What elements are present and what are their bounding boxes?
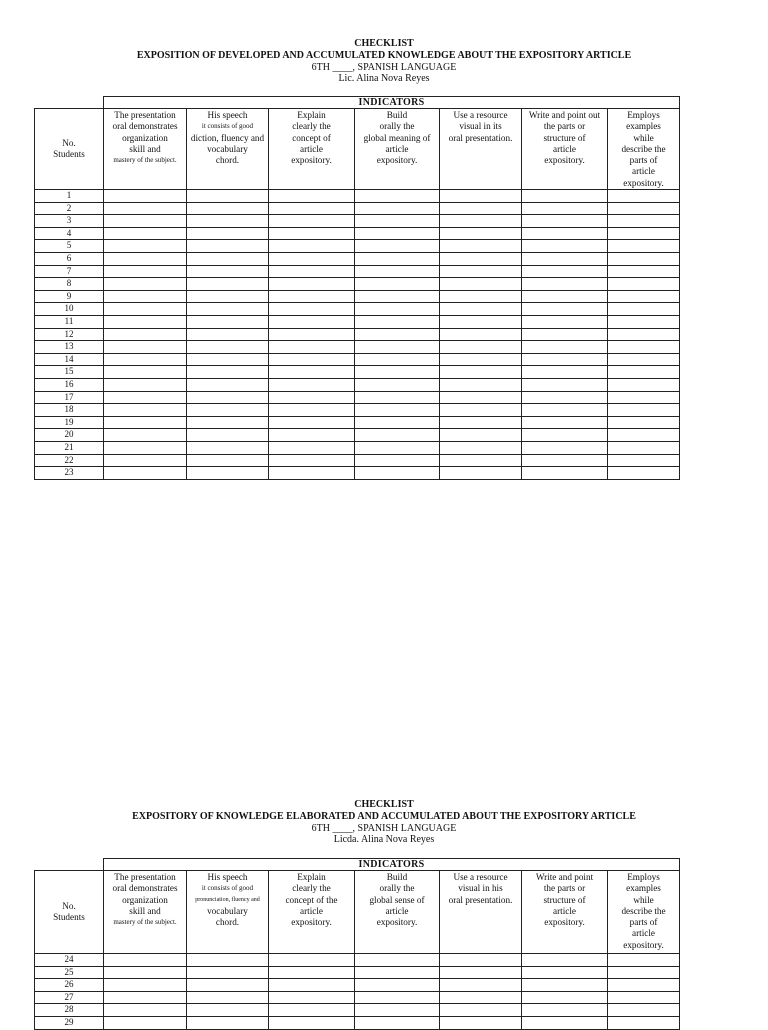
student-number: 3 bbox=[35, 215, 104, 228]
table-row bbox=[35, 341, 680, 354]
checklist-cell[interactable] bbox=[187, 391, 269, 404]
student-number: 26 bbox=[35, 979, 104, 992]
table-row bbox=[35, 441, 680, 454]
checklist-cell[interactable] bbox=[269, 353, 355, 366]
sheet1-title: CHECKLIST bbox=[354, 38, 414, 49]
checklist-cell[interactable] bbox=[608, 303, 680, 316]
checklist-cell[interactable] bbox=[187, 979, 269, 992]
checklist-cell[interactable] bbox=[187, 227, 269, 240]
sheet1-teacher: Lic. Alina Nova Reyes bbox=[338, 73, 430, 85]
checklist-cell[interactable] bbox=[440, 954, 522, 967]
checklist-cell[interactable] bbox=[355, 404, 440, 417]
table-row bbox=[35, 290, 680, 303]
student-number: 28 bbox=[35, 1004, 104, 1017]
indicator-col-2: His speech it consists of good diction, fluency and vocabulary chord. bbox=[187, 109, 269, 190]
checklist-cell[interactable] bbox=[104, 966, 187, 979]
checklist-cell[interactable] bbox=[104, 441, 187, 454]
checklist-cell[interactable] bbox=[104, 366, 187, 379]
checklist-cell[interactable] bbox=[104, 328, 187, 341]
students-label: Students bbox=[53, 912, 85, 922]
checklist-cell[interactable] bbox=[269, 454, 355, 467]
checklist-cell[interactable] bbox=[187, 454, 269, 467]
checklist-cell[interactable] bbox=[355, 341, 440, 354]
checklist-cell[interactable] bbox=[608, 366, 680, 379]
student-number: 24 bbox=[35, 954, 104, 967]
table-row bbox=[35, 429, 680, 442]
student-number: 15 bbox=[35, 366, 104, 379]
checklist-cell[interactable] bbox=[522, 416, 608, 429]
checklist-cell[interactable] bbox=[187, 404, 269, 417]
table-row bbox=[35, 991, 680, 1004]
checklist-cell[interactable] bbox=[355, 441, 440, 454]
checklist-cell[interactable] bbox=[187, 366, 269, 379]
checklist-cell[interactable] bbox=[104, 190, 187, 203]
checklist-cell[interactable] bbox=[355, 416, 440, 429]
checklist-cell[interactable] bbox=[104, 378, 187, 391]
checklist-cell[interactable] bbox=[269, 190, 355, 203]
checklist-cell[interactable] bbox=[355, 353, 440, 366]
checklist-cell[interactable] bbox=[187, 202, 269, 215]
checklist-cell[interactable] bbox=[355, 278, 440, 291]
checklist-cell[interactable] bbox=[440, 416, 522, 429]
checklist-cell[interactable] bbox=[522, 979, 608, 992]
checklist-cell[interactable] bbox=[104, 316, 187, 329]
checklist-cell[interactable] bbox=[104, 404, 187, 417]
checklist-cell[interactable] bbox=[522, 240, 608, 253]
checklist-cell[interactable] bbox=[608, 290, 680, 303]
checklist-cell[interactable] bbox=[608, 253, 680, 266]
checklist-cell[interactable] bbox=[269, 979, 355, 992]
table-row bbox=[35, 265, 680, 278]
checklist-cell[interactable] bbox=[440, 429, 522, 442]
checklist-cell[interactable] bbox=[440, 215, 522, 228]
checklist-cell[interactable] bbox=[440, 240, 522, 253]
indicator-col-2: His speech it consists of good pronunciation, fluency and vocabulary chord. bbox=[187, 871, 269, 954]
checklist-cell[interactable] bbox=[440, 303, 522, 316]
checklist-cell[interactable] bbox=[187, 341, 269, 354]
table-row bbox=[35, 954, 680, 967]
checklist-cell[interactable] bbox=[355, 253, 440, 266]
checklist-cell[interactable] bbox=[522, 202, 608, 215]
checklist-cell[interactable] bbox=[608, 265, 680, 278]
checklist-cell[interactable] bbox=[440, 316, 522, 329]
checklist-cell[interactable] bbox=[522, 391, 608, 404]
checklist-cell[interactable] bbox=[269, 278, 355, 291]
checklist-cell[interactable] bbox=[440, 278, 522, 291]
checklist-cell[interactable] bbox=[522, 328, 608, 341]
checklist-cell[interactable] bbox=[522, 454, 608, 467]
checklist-cell[interactable] bbox=[440, 253, 522, 266]
checklist-cell[interactable] bbox=[187, 1016, 269, 1029]
checklist-cell[interactable] bbox=[187, 316, 269, 329]
student-number: 5 bbox=[35, 240, 104, 253]
checklist-cell[interactable] bbox=[355, 391, 440, 404]
checklist-cell[interactable] bbox=[187, 265, 269, 278]
checklist-cell[interactable] bbox=[269, 265, 355, 278]
checklist-cell[interactable] bbox=[187, 441, 269, 454]
sheet2-teacher: Licda. Alina Nova Reyes bbox=[333, 834, 435, 846]
checklist-cell[interactable] bbox=[104, 303, 187, 316]
table-row bbox=[35, 366, 680, 379]
checklist-cell[interactable] bbox=[440, 454, 522, 467]
student-number: 27 bbox=[35, 991, 104, 1004]
checklist-cell[interactable] bbox=[608, 454, 680, 467]
checklist-cell[interactable] bbox=[269, 202, 355, 215]
checklist-cell[interactable] bbox=[269, 253, 355, 266]
checklist-cell[interactable] bbox=[104, 253, 187, 266]
student-number: 2 bbox=[35, 202, 104, 215]
checklist-cell[interactable] bbox=[522, 341, 608, 354]
checklist-cell[interactable] bbox=[440, 1016, 522, 1029]
checklist-cell[interactable] bbox=[269, 215, 355, 228]
blank-corner bbox=[35, 859, 104, 871]
checklist-cell[interactable] bbox=[187, 290, 269, 303]
checklist-cell[interactable] bbox=[440, 467, 522, 480]
checklist-cell[interactable] bbox=[104, 454, 187, 467]
checklist-cell[interactable] bbox=[355, 991, 440, 1004]
checklist-cell[interactable] bbox=[187, 190, 269, 203]
checklist-cell[interactable] bbox=[269, 366, 355, 379]
table-row bbox=[35, 328, 680, 341]
checklist-cell[interactable] bbox=[440, 1004, 522, 1017]
checklist-cell[interactable] bbox=[440, 966, 522, 979]
checklist-cell[interactable] bbox=[355, 366, 440, 379]
checklist-cell[interactable] bbox=[269, 1004, 355, 1017]
checklist-cell[interactable] bbox=[522, 353, 608, 366]
checklist-cell[interactable] bbox=[355, 1016, 440, 1029]
indicator-col-3: Explain clearly the concept of the article expository. bbox=[269, 871, 355, 954]
table-row bbox=[35, 190, 680, 203]
checklist-cell[interactable] bbox=[440, 366, 522, 379]
indicator-col-6: Write and point out the parts or structure of article expository. bbox=[522, 109, 608, 190]
checklist-cell[interactable] bbox=[269, 467, 355, 480]
sheet1-checklist-table bbox=[34, 96, 680, 480]
checklist-cell[interactable] bbox=[104, 467, 187, 480]
table-row bbox=[35, 240, 680, 253]
checklist-cell[interactable] bbox=[187, 429, 269, 442]
student-number: 14 bbox=[35, 353, 104, 366]
checklist-cell[interactable] bbox=[104, 416, 187, 429]
checklist-cell[interactable] bbox=[104, 1016, 187, 1029]
sheet1-grade: 6TH ____, SPANISH LANGUAGE bbox=[311, 61, 457, 73]
checklist-cell[interactable] bbox=[104, 391, 187, 404]
indicators-header: INDICATORS bbox=[104, 97, 680, 109]
indicator-col-4: Build orally the global sense of article expository. bbox=[355, 871, 440, 954]
checklist-cell[interactable] bbox=[104, 353, 187, 366]
checklist-cell[interactable] bbox=[104, 341, 187, 354]
checklist-cell[interactable] bbox=[355, 1004, 440, 1017]
checklist-cell[interactable] bbox=[440, 391, 522, 404]
checklist-cell[interactable] bbox=[187, 1004, 269, 1017]
no-students-header bbox=[35, 871, 104, 954]
checklist-cell[interactable] bbox=[355, 954, 440, 967]
indicator-col-7: Employs examples while describe the parts of article expository. bbox=[608, 871, 680, 954]
checklist-cell[interactable] bbox=[104, 227, 187, 240]
checklist-cell[interactable] bbox=[608, 202, 680, 215]
checklist-cell[interactable] bbox=[269, 316, 355, 329]
student-number: 10 bbox=[35, 303, 104, 316]
checklist-cell[interactable] bbox=[104, 265, 187, 278]
table-row bbox=[35, 1016, 680, 1029]
checklist-cell[interactable] bbox=[187, 278, 269, 291]
checklist-cell[interactable] bbox=[355, 202, 440, 215]
table-row bbox=[35, 1004, 680, 1017]
checklist-cell[interactable] bbox=[187, 328, 269, 341]
table-row bbox=[35, 467, 680, 480]
blank-corner bbox=[35, 97, 104, 109]
student-number: 8 bbox=[35, 278, 104, 291]
table-row bbox=[35, 404, 680, 417]
checklist-cell[interactable] bbox=[355, 429, 440, 442]
checklist-cell[interactable] bbox=[187, 416, 269, 429]
checklist-cell[interactable] bbox=[522, 303, 608, 316]
checklist-cell[interactable] bbox=[355, 316, 440, 329]
indicator-col-3: Explain clearly the concept of article expository. bbox=[269, 109, 355, 190]
checklist-cell[interactable] bbox=[608, 341, 680, 354]
checklist-cell[interactable] bbox=[355, 966, 440, 979]
checklist-cell[interactable] bbox=[608, 215, 680, 228]
checklist-cell[interactable] bbox=[440, 979, 522, 992]
checklist-cell[interactable] bbox=[522, 966, 608, 979]
checklist-cell[interactable] bbox=[355, 190, 440, 203]
checklist-cell[interactable] bbox=[269, 227, 355, 240]
student-number: 12 bbox=[35, 328, 104, 341]
checklist-cell[interactable] bbox=[187, 303, 269, 316]
table-row bbox=[35, 202, 680, 215]
sheet1-header bbox=[0, 38, 768, 85]
checklist-cell[interactable] bbox=[608, 278, 680, 291]
checklist-cell[interactable] bbox=[269, 240, 355, 253]
checklist-cell[interactable] bbox=[608, 240, 680, 253]
checklist-cell[interactable] bbox=[269, 378, 355, 391]
checklist-cell[interactable] bbox=[104, 429, 187, 442]
checklist-cell[interactable] bbox=[440, 290, 522, 303]
checklist-cell[interactable] bbox=[522, 1004, 608, 1017]
checklist-cell[interactable] bbox=[608, 190, 680, 203]
checklist-cell[interactable] bbox=[522, 278, 608, 291]
checklist-cell[interactable] bbox=[440, 991, 522, 1004]
sheet2-header bbox=[0, 799, 768, 846]
table-row bbox=[35, 416, 680, 429]
checklist-cell[interactable] bbox=[608, 979, 680, 992]
checklist-cell[interactable] bbox=[269, 341, 355, 354]
checklist-cell[interactable] bbox=[187, 353, 269, 366]
sheet2-title: CHECKLIST bbox=[354, 799, 414, 810]
table-row bbox=[35, 454, 680, 467]
checklist-cell[interactable] bbox=[355, 378, 440, 391]
student-number: 13 bbox=[35, 341, 104, 354]
checklist-cell[interactable] bbox=[269, 290, 355, 303]
checklist-cell[interactable] bbox=[104, 240, 187, 253]
checklist-cell[interactable] bbox=[355, 240, 440, 253]
checklist-cell[interactable] bbox=[104, 202, 187, 215]
table-row bbox=[35, 966, 680, 979]
checklist-cell[interactable] bbox=[440, 378, 522, 391]
checklist-cell[interactable] bbox=[608, 404, 680, 417]
student-number: 21 bbox=[35, 441, 104, 454]
checklist-cell[interactable] bbox=[187, 240, 269, 253]
checklist-cell[interactable] bbox=[355, 265, 440, 278]
checklist-cell[interactable] bbox=[355, 454, 440, 467]
table-row bbox=[35, 316, 680, 329]
checklist-cell[interactable] bbox=[355, 290, 440, 303]
checklist-cell[interactable] bbox=[269, 966, 355, 979]
checklist-cell[interactable] bbox=[522, 227, 608, 240]
checklist-cell[interactable] bbox=[522, 190, 608, 203]
table-row bbox=[35, 253, 680, 266]
indicators-header: INDICATORS bbox=[104, 859, 680, 871]
checklist-cell[interactable] bbox=[269, 954, 355, 967]
checklist-cell[interactable] bbox=[608, 391, 680, 404]
checklist-cell[interactable] bbox=[269, 429, 355, 442]
checklist-cell[interactable] bbox=[104, 991, 187, 1004]
indicator-col-1: The presentation oral demonstrates organization skill and mastery of the subject. bbox=[104, 871, 187, 954]
checklist-cell[interactable] bbox=[355, 215, 440, 228]
checklist-cell[interactable] bbox=[269, 1016, 355, 1029]
student-number: 17 bbox=[35, 391, 104, 404]
table-row bbox=[35, 353, 680, 366]
checklist-cell[interactable] bbox=[522, 1016, 608, 1029]
student-number: 19 bbox=[35, 416, 104, 429]
table-row bbox=[35, 391, 680, 404]
no-label: No. bbox=[62, 900, 76, 911]
checklist-cell[interactable] bbox=[608, 353, 680, 366]
checklist-cell[interactable] bbox=[187, 954, 269, 967]
indicator-col-4: Build orally the global meaning of article expository. bbox=[355, 109, 440, 190]
checklist-cell[interactable] bbox=[269, 404, 355, 417]
checklist-cell[interactable] bbox=[104, 1004, 187, 1017]
checklist-cell[interactable] bbox=[522, 215, 608, 228]
checklist-cell[interactable] bbox=[608, 991, 680, 1004]
checklist-cell[interactable] bbox=[187, 253, 269, 266]
checklist-cell[interactable] bbox=[104, 954, 187, 967]
checklist-cell[interactable] bbox=[440, 265, 522, 278]
checklist-cell[interactable] bbox=[440, 328, 522, 341]
checklist-cell[interactable] bbox=[440, 404, 522, 417]
student-number: 11 bbox=[35, 316, 104, 329]
checklist-cell[interactable] bbox=[104, 979, 187, 992]
checklist-cell[interactable] bbox=[104, 215, 187, 228]
checklist-cell[interactable] bbox=[608, 328, 680, 341]
checklist-cell[interactable] bbox=[187, 378, 269, 391]
checklist-cell[interactable] bbox=[269, 991, 355, 1004]
checklist-cell[interactable] bbox=[355, 328, 440, 341]
student-number: 25 bbox=[35, 966, 104, 979]
indicator-col-1: The presentation oral demonstrates organization skill and mastery of the subject. bbox=[104, 109, 187, 190]
student-number: 4 bbox=[35, 227, 104, 240]
checklist-cell[interactable] bbox=[104, 278, 187, 291]
indicator-col-5: Use a resource visual in its oral presentation. bbox=[440, 109, 522, 190]
checklist-cell[interactable] bbox=[269, 441, 355, 454]
students-label: Students bbox=[53, 149, 85, 160]
checklist-cell[interactable] bbox=[522, 429, 608, 442]
table-row bbox=[35, 979, 680, 992]
checklist-cell[interactable] bbox=[522, 441, 608, 454]
checklist-cell[interactable] bbox=[440, 227, 522, 240]
checklist-cell[interactable] bbox=[187, 966, 269, 979]
checklist-cell[interactable] bbox=[522, 290, 608, 303]
checklist-cell[interactable] bbox=[269, 416, 355, 429]
checklist-cell[interactable] bbox=[522, 954, 608, 967]
checklist-cell[interactable] bbox=[440, 202, 522, 215]
checklist-cell[interactable] bbox=[269, 328, 355, 341]
checklist-cell[interactable] bbox=[440, 190, 522, 203]
sheet2-subtitle: EXPOSITORY OF KNOWLEDGE ELABORATED AND ACCUMULATED ABOUT THE EXPOSITORY ARTICLE bbox=[132, 810, 636, 822]
checklist-cell[interactable] bbox=[187, 467, 269, 480]
checklist-cell[interactable] bbox=[187, 215, 269, 228]
checklist-cell[interactable] bbox=[608, 227, 680, 240]
table-row bbox=[35, 303, 680, 316]
checklist-cell[interactable] bbox=[608, 441, 680, 454]
checklist-cell[interactable] bbox=[608, 966, 680, 979]
checklist-cell[interactable] bbox=[608, 378, 680, 391]
student-number: 9 bbox=[35, 290, 104, 303]
student-number: 29 bbox=[35, 1016, 104, 1029]
student-number: 20 bbox=[35, 429, 104, 442]
checklist-cell[interactable] bbox=[608, 429, 680, 442]
checklist-cell[interactable] bbox=[187, 991, 269, 1004]
checklist-cell[interactable] bbox=[355, 227, 440, 240]
checklist-cell[interactable] bbox=[522, 378, 608, 391]
checklist-cell[interactable] bbox=[522, 404, 608, 417]
checklist-cell[interactable] bbox=[608, 954, 680, 967]
checklist-cell[interactable] bbox=[608, 1004, 680, 1017]
checklist-cell[interactable] bbox=[440, 341, 522, 354]
checklist-cell[interactable] bbox=[522, 265, 608, 278]
table-row bbox=[35, 278, 680, 291]
student-number: 22 bbox=[35, 454, 104, 467]
student-number: 6 bbox=[35, 253, 104, 266]
no-students-header bbox=[35, 109, 104, 190]
table-row bbox=[35, 215, 680, 228]
indicator-col-7: Employs examples while describe the parts of article expository. bbox=[608, 109, 680, 190]
sheet2-checklist-table bbox=[34, 858, 680, 1030]
checklist-cell[interactable] bbox=[522, 316, 608, 329]
checklist-cell[interactable] bbox=[522, 366, 608, 379]
checklist-cell[interactable] bbox=[355, 303, 440, 316]
checklist-cell[interactable] bbox=[608, 416, 680, 429]
table-row bbox=[35, 378, 680, 391]
student-number: 18 bbox=[35, 404, 104, 417]
checklist-cell[interactable] bbox=[608, 316, 680, 329]
table-row bbox=[35, 227, 680, 240]
checklist-cell[interactable] bbox=[269, 391, 355, 404]
checklist-cell[interactable] bbox=[269, 303, 355, 316]
indicator-col-6: Write and point the parts or structure of article expository. bbox=[522, 871, 608, 954]
student-number: 23 bbox=[35, 467, 104, 480]
indicator-col-5: Use a resource visual in his oral presentation. bbox=[440, 871, 522, 954]
checklist-cell[interactable] bbox=[440, 441, 522, 454]
student-number: 7 bbox=[35, 265, 104, 278]
checklist-cell[interactable] bbox=[608, 1016, 680, 1029]
student-number: 16 bbox=[35, 378, 104, 391]
checklist-cell[interactable] bbox=[355, 467, 440, 480]
checklist-cell[interactable] bbox=[440, 353, 522, 366]
no-label: No. bbox=[62, 137, 76, 148]
sheet1-subtitle: EXPOSITION OF DEVELOPED AND ACCUMULATED KNOWLEDGE ABOUT THE EXPOSITORY ARTICLE bbox=[136, 49, 632, 61]
checklist-cell[interactable] bbox=[522, 253, 608, 266]
student-number: 1 bbox=[35, 190, 104, 203]
checklist-cell[interactable] bbox=[104, 290, 187, 303]
checklist-cell[interactable] bbox=[355, 979, 440, 992]
checklist-cell[interactable] bbox=[608, 467, 680, 480]
checklist-cell[interactable] bbox=[522, 991, 608, 1004]
checklist-cell[interactable] bbox=[522, 467, 608, 480]
sheet2-grade: 6TH ____, SPANISH LANGUAGE bbox=[311, 822, 457, 834]
